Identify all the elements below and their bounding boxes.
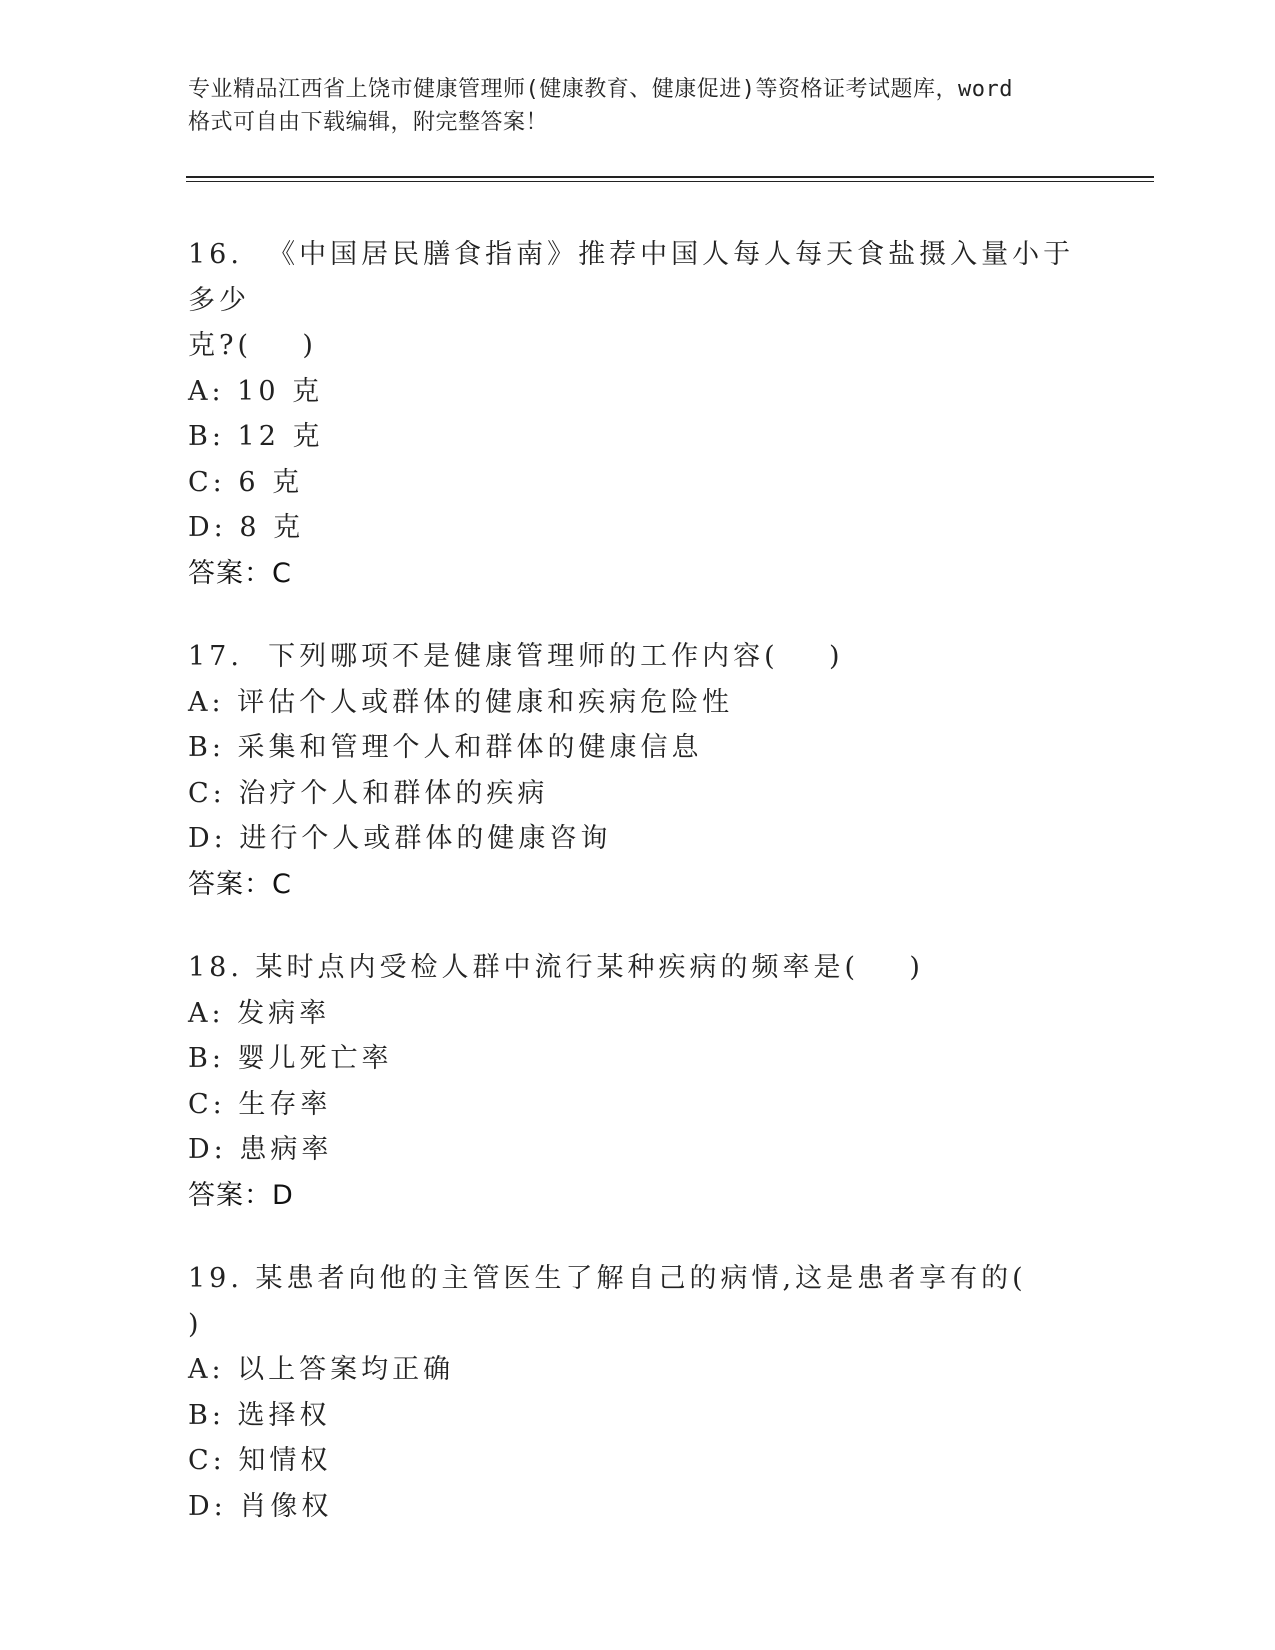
option-b: B: 婴儿死亡率: [188, 1043, 393, 1074]
option-b: B: 选择权: [188, 1399, 331, 1431]
question-stem: 17. 下列哪项不是健康管理师的工作内容( ): [188, 641, 844, 672]
option-c: C: 生存率: [188, 1088, 332, 1120]
option-d: D: 进行个人或群体的健康咨询: [188, 823, 612, 854]
answer-line: 答案：D: [188, 1179, 294, 1211]
header-line-2: 格式可自由下载编辑，附完整答案！: [188, 110, 549, 135]
option-d: D: 8 克: [188, 512, 305, 543]
option-d: D: 肖像权: [188, 1490, 333, 1522]
option-a: A: 评估个人或群体的健康和疾病危险性: [188, 686, 734, 718]
question-stem: 18. 某时点内受检人群中流行某种疾病的频率是( ): [188, 952, 924, 983]
header-rule-thin: [186, 181, 1154, 182]
option-c: C: 治疗个人和群体的疾病: [188, 777, 549, 809]
question-stem: 16. 《中国居民膳食指南》推荐中国人每人每天食盐摄入量小于多少: [188, 239, 1075, 316]
answer-line: 答案：C: [188, 868, 292, 900]
question-19: [188, 1256, 1088, 1529]
header-line-1: 专业精品江西省上饶市健康管理师(健康教育、健康促进)等资格证考试题库，word: [188, 77, 1013, 102]
option-a: A: 发病率: [188, 997, 331, 1029]
document-header: [188, 73, 1088, 139]
option-d: D: 患病率: [188, 1134, 333, 1165]
question-list: [188, 232, 1088, 1567]
question-16: [188, 232, 1088, 596]
answer-line: 答案：C: [188, 557, 292, 589]
header-rule-thick: [186, 176, 1154, 178]
option-a: A: 以上答案均正确: [188, 1354, 455, 1385]
option-c: C: 6 克: [188, 466, 304, 498]
option-b: B: 采集和管理个人和群体的健康信息: [188, 732, 703, 763]
question-18: [188, 945, 1088, 1218]
question-stem: 19. 某患者向他的主管医生了解自己的病情,这是患者享有的( ): [188, 1263, 1077, 1340]
question-17: [188, 634, 1088, 907]
option-b: B: 12 克: [188, 421, 324, 452]
option-a: A: 10 克: [188, 375, 324, 407]
question-stem-continued: 克?( ): [188, 330, 317, 361]
option-c: C: 知情权: [188, 1445, 332, 1476]
